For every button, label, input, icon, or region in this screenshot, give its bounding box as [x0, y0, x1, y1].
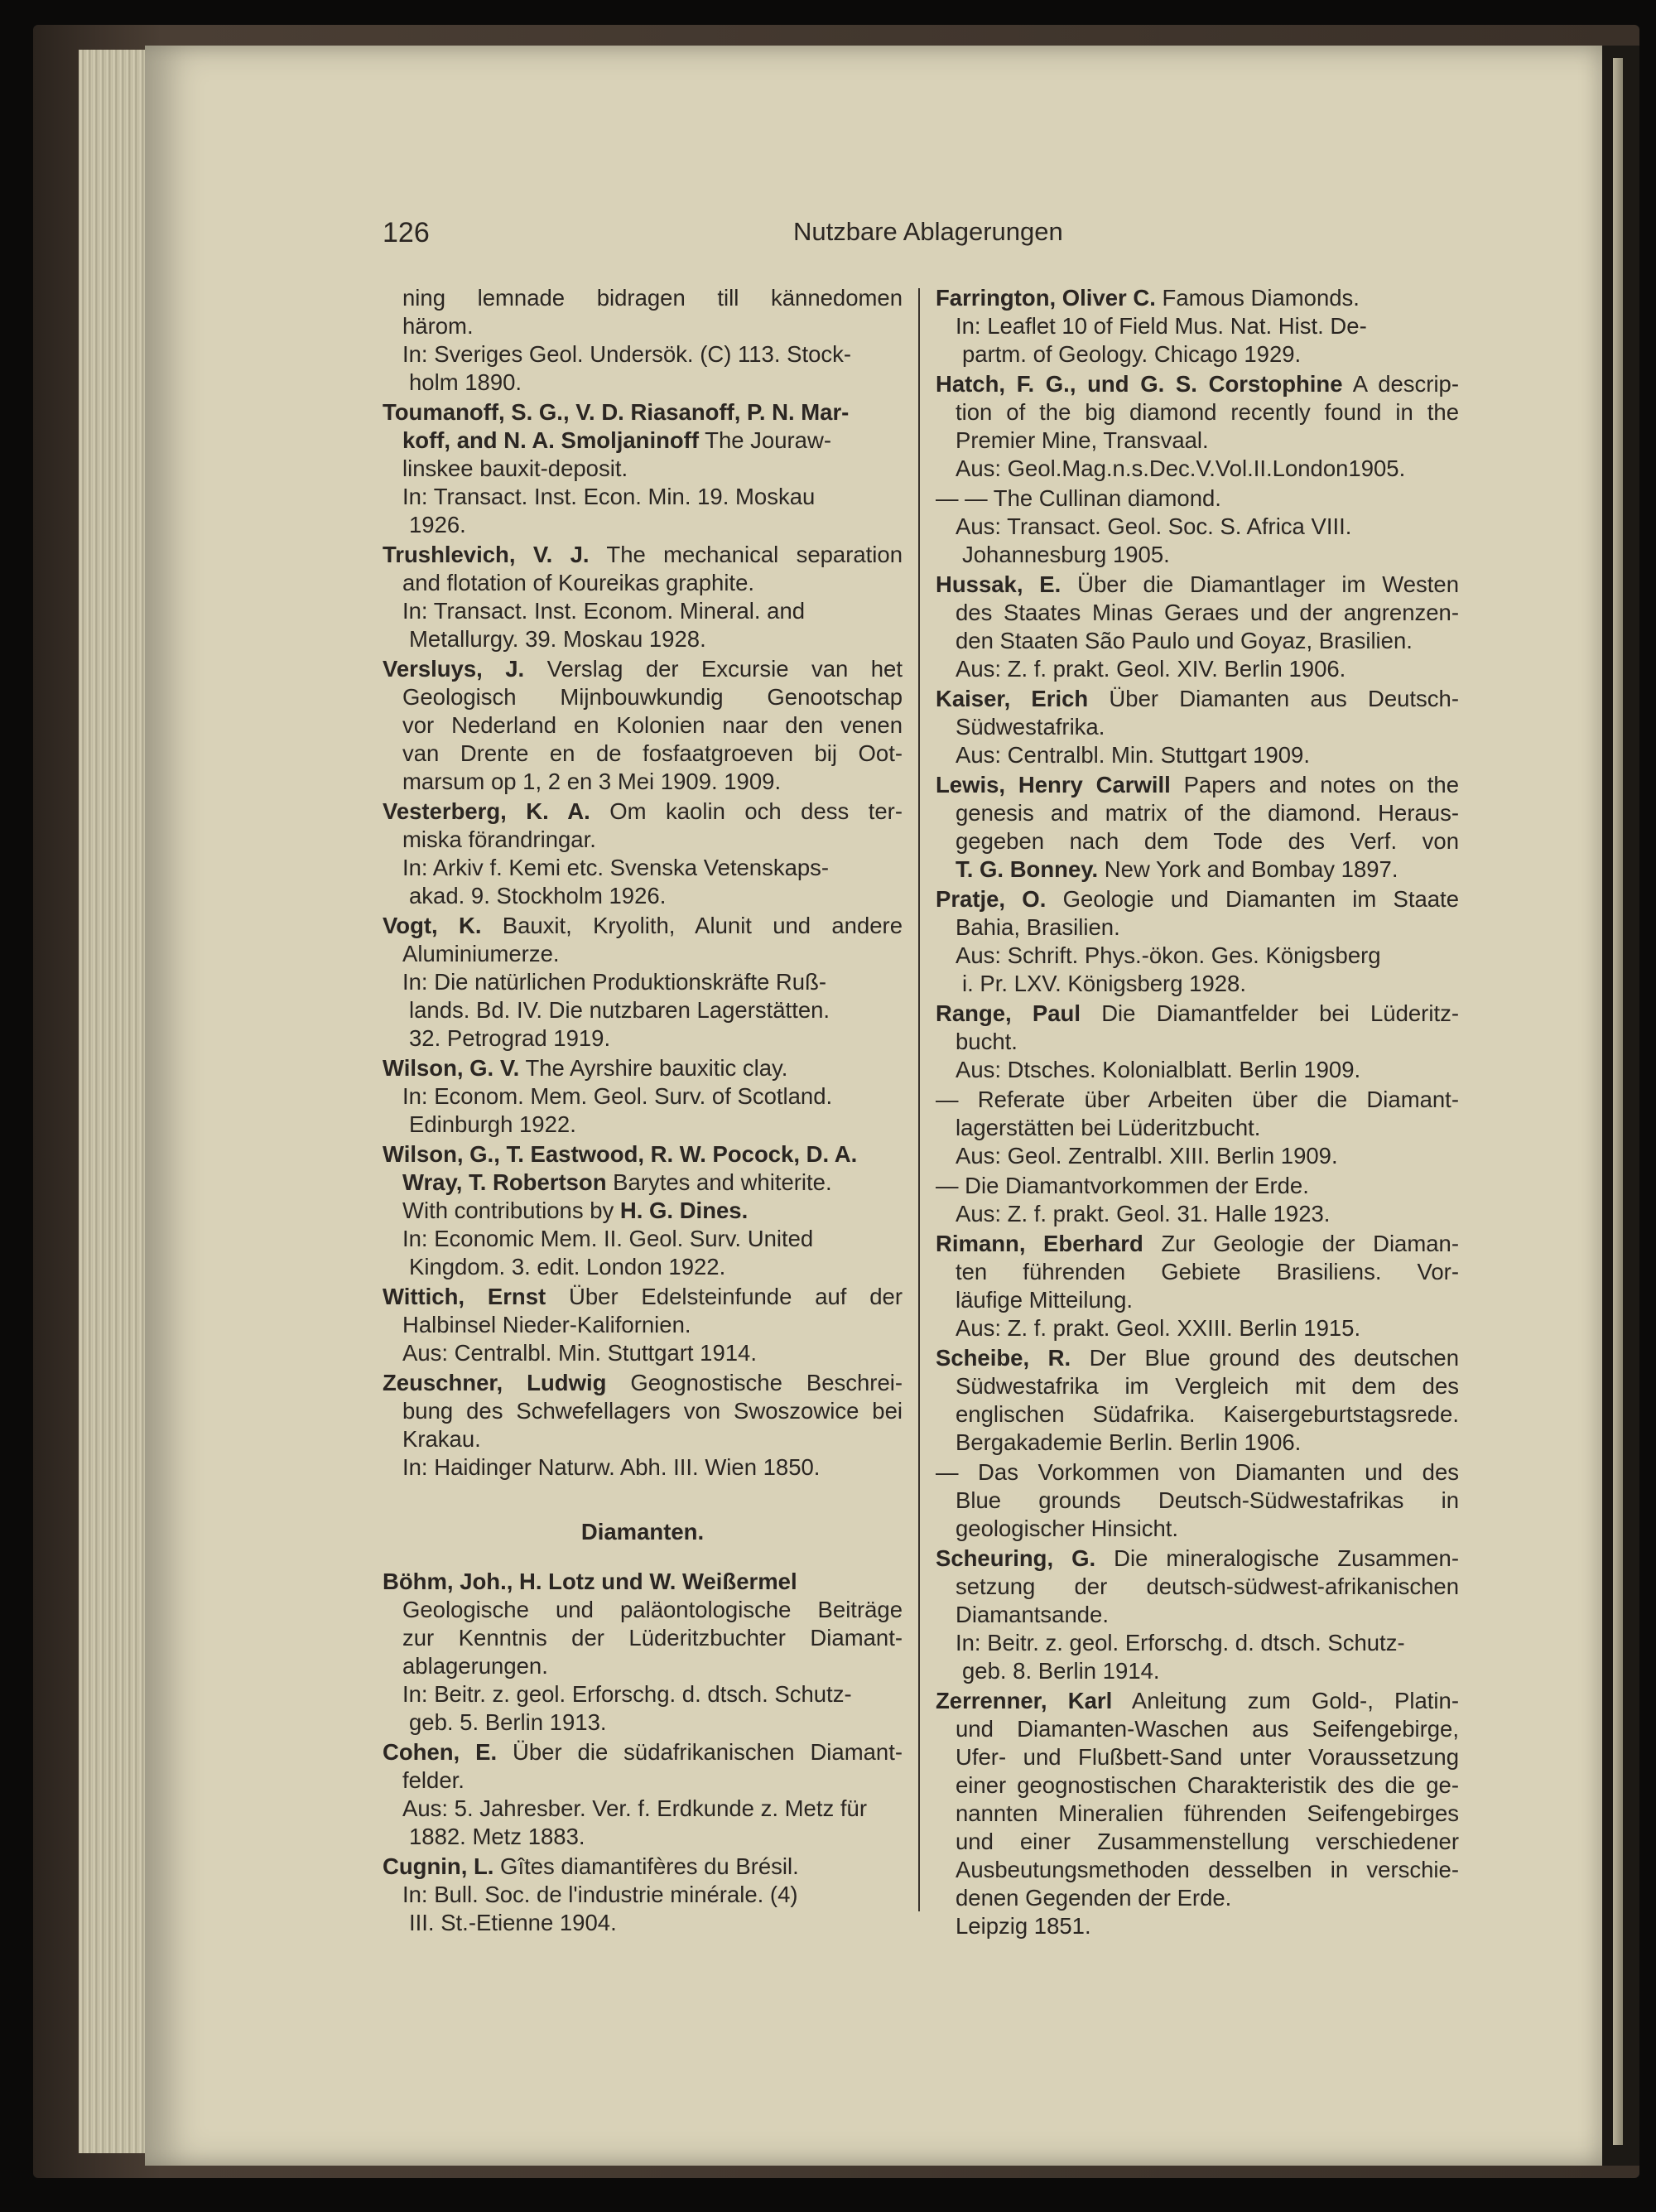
entry-source: i. Pr. LXV. Königsberg 1928. [962, 971, 1246, 996]
entry-title: Geognostische Beschrei- [606, 1370, 903, 1395]
entry-author: Cohen, E. [383, 1739, 498, 1765]
entry-text: und einer Zusammenstellung verschiedener [956, 1829, 1459, 1854]
bibliography-entry [936, 484, 1459, 569]
entry-author: Cugnin, L. [383, 1853, 494, 1879]
entry-text: nannten Mineralien führenden Seifengebirges [956, 1800, 1459, 1826]
entry-title-line [936, 855, 1459, 884]
entry-text: vor Nederland en Kolonien naar den venen [402, 712, 903, 738]
bibliography-entry [936, 1687, 1459, 1940]
entry-source: holm 1890. [409, 369, 522, 395]
entry-title-line [936, 1771, 1459, 1800]
entry-text: van Drente en de fosfaatgroeven bij Oot- [402, 740, 903, 766]
entry-title-line [936, 1400, 1459, 1429]
entry-source: Aus: Z. f. prakt. Geol. XXIII. Berlin 1915. [956, 1315, 1361, 1341]
entry-text: Geologische und paläontologische Beiträge [402, 1597, 903, 1622]
entry-title-line [936, 1715, 1459, 1743]
entry-text: Premier Mine, Transvaal. [956, 427, 1209, 453]
entry-source: III. St.-Etienne 1904. [409, 1910, 617, 1935]
entry-text: bung des Schwefellagers von Swoszowice bei [402, 1398, 903, 1424]
entry-source: In: Die natürlichen Produktionskräfte Ruß- [402, 969, 827, 995]
entry-source: Aus: Geol.Mag.n.s.Dec.V.Vol.II.London1905. [956, 455, 1406, 481]
entry-source: Aus: Centralbl. Min. Stuttgart 1914. [402, 1340, 757, 1366]
entry-author: Range, Paul [936, 1000, 1081, 1026]
entry-title-line [936, 1286, 1459, 1314]
entry-author: Wilson, G., T. Eastwood, R. W. Pocock, D. A. [383, 1141, 858, 1167]
entry-title-line [383, 940, 903, 968]
entry-title-line [936, 1828, 1459, 1856]
entry-source: Metallurgy. 39. Moskau 1928. [409, 626, 706, 652]
entry-dash-line: — Referate über Arbeiten über die Diamant- [936, 1087, 1459, 1112]
entry-source: Johannesburg 1905. [962, 542, 1170, 567]
entry-title-line [936, 1912, 1459, 1940]
bibliography-entry [383, 541, 903, 653]
entry-source: In: Leaflet 10 of Field Mus. Nat. Hist. De- [956, 313, 1367, 339]
entry-text: felder. [402, 1767, 465, 1793]
bibliography-entry [936, 771, 1459, 884]
entry-author: Hussak, E. [936, 571, 1061, 597]
entry-title-line [936, 1573, 1459, 1601]
entry-title: Barytes and whiterite. [606, 1169, 832, 1195]
entry-title: Die mineralogische Zusammen- [1095, 1545, 1459, 1571]
entry-first-line [383, 541, 903, 569]
bibliography-entry [936, 885, 1459, 998]
entry-title-line [936, 799, 1459, 827]
bibliography-entry [936, 1172, 1459, 1228]
entry-source: In: Arkiv f. Kemi etc. Svenska Vetenskaps- [402, 855, 830, 880]
bibliography-entry [383, 284, 903, 397]
entry-source: In: Economic Mem. II. Geol. Surv. United [402, 1226, 814, 1251]
entry-title-line [383, 740, 903, 768]
entry-title: The Jouraw- [699, 427, 831, 453]
bibliography-entry [383, 1140, 903, 1281]
entry-author: T. G. Bonney. [956, 856, 1099, 882]
running-head: Nutzbare Ablagerungen [793, 217, 1063, 246]
entry-title-line [383, 1425, 903, 1453]
entry-title-line [936, 713, 1459, 741]
bibliography-entry [936, 1230, 1459, 1342]
entry-title-line: Blue grounds Deutsch-Südwestafrikas in [956, 1487, 1459, 1513]
entry-text: With contributions by [402, 1198, 620, 1223]
entry-source: In: Transact. Inst. Econom. Mineral. and [402, 598, 806, 624]
bibliography-entry [383, 655, 903, 796]
entry-first-line [383, 798, 903, 826]
entry-title-line [383, 1652, 903, 1680]
bibliography-entry [936, 1458, 1459, 1543]
entry-title: Om kaolin och dess ter- [590, 798, 903, 824]
entry-text: marsum op 1, 2 en 3 Mei 1909. 1909. [402, 769, 782, 794]
entry-source: 1926. [409, 512, 466, 537]
entry-first-line [936, 1545, 1459, 1573]
entry-title-line [383, 826, 903, 854]
bibliography-right-column [936, 284, 1459, 1942]
entry-text: denen Gegenden der Erde. [956, 1885, 1232, 1911]
entry-first-line [936, 1000, 1459, 1028]
entry-title-line [383, 1197, 903, 1225]
entry-text: Südwestafrika. [956, 714, 1105, 740]
entry-first-line [936, 571, 1459, 599]
entry-author: Scheuring, G. [936, 1545, 1096, 1571]
entry-first-line [383, 912, 903, 940]
entry-author: Wilson, G. V. [383, 1055, 520, 1081]
entry-source: 32. Petrograd 1919. [409, 1025, 611, 1051]
entry-text: Südwestafrika im Vergleich mit dem des [956, 1373, 1459, 1399]
bibliography-entry [936, 1086, 1459, 1170]
entry-first-line [383, 1853, 903, 1881]
entry-author: Hatch, F. G., und G. S. Corstophine [936, 371, 1343, 397]
entry-title-line [936, 1743, 1459, 1771]
entry-title-line [383, 1766, 903, 1795]
entry-dash-line: — Die Diamantvorkommen der Erde. [936, 1173, 1309, 1198]
bibliography-entry [936, 284, 1459, 369]
entry-title-line [936, 426, 1459, 455]
entry-source: geb. 5. Berlin 1913. [409, 1709, 607, 1735]
entry-source: Aus: Dtsches. Kolonialblatt. Berlin 1909. [956, 1057, 1361, 1082]
entry-text: ten führenden Gebiete Brasiliens. Vor- [956, 1259, 1459, 1284]
entry-title-line [383, 1311, 903, 1339]
entry-title: Bauxit, Kryolith, Alunit und andere [481, 913, 903, 938]
entry-title: Über Diamanten aus Deutsch- [1088, 686, 1459, 711]
entry-author: Farrington, Oliver C. [936, 285, 1156, 311]
entry-text: einer geognostischen Charakteristik des die ge- [956, 1772, 1459, 1798]
entry-source: In: Sveriges Geol. Undersök. (C) 113. Stock- [402, 341, 852, 367]
entry-source: In: Beitr. z. geol. Erforschg. d. dtsch. Schutz- [402, 1681, 852, 1707]
entry-source: geb. 8. Berlin 1914. [962, 1658, 1160, 1684]
entry-title-line [936, 398, 1459, 426]
entry-title-line [383, 711, 903, 740]
entry-author: Versluys, J. [383, 656, 525, 682]
entry-text: Bahia, Brasilien. [956, 914, 1120, 940]
entry-title-line [936, 1601, 1459, 1629]
entry-title: The mechanical separation [589, 542, 903, 567]
entry-title: Verslag der Excursie van het [524, 656, 903, 682]
entry-source: Aus: Transact. Geol. Soc. S. Africa VIII. [956, 513, 1352, 539]
entry-title: Geologie und Diamanten im Staate [1046, 886, 1459, 912]
entry-text: englischen Südafrika. Kaisergeburtstagsrede. [956, 1401, 1459, 1427]
entry-text: bucht. [956, 1029, 1018, 1054]
entry-title-line [936, 1372, 1459, 1400]
bibliography-entry [936, 571, 1459, 683]
entry-first-line [936, 370, 1459, 398]
bibliography-entry [383, 398, 903, 539]
bibliography-entry [383, 912, 903, 1053]
entry-text: and flotation of Koureikas graphite. [402, 570, 755, 595]
entry-contributor: H. G. Dines. [619, 1198, 749, 1223]
entry-title: A descrip- [1342, 371, 1460, 397]
entry-source: akad. 9. Stockholm 1926. [409, 883, 667, 908]
bibliography-entry [383, 1369, 903, 1482]
entry-source: Aus: Schrift. Phys.-ökon. Ges. Königsberg [956, 942, 1381, 968]
entry-title: Famous Diamonds. [1155, 285, 1360, 311]
entry-first-line [383, 1568, 903, 1596]
bibliography-entry [936, 1000, 1459, 1084]
entry-title-line [383, 683, 903, 711]
entry-source: Aus: Z. f. prakt. Geol. XIV. Berlin 1906. [956, 656, 1346, 682]
entry-author: Scheibe, R. [936, 1345, 1071, 1371]
entry-title-line [936, 827, 1459, 855]
bibliography-entry [383, 798, 903, 910]
entry-title-line: lagerstätten bei Lüderitzbucht. [956, 1115, 1261, 1140]
entry-title-line [936, 1429, 1459, 1457]
entry-text: härom. [402, 313, 474, 339]
bibliography-entry [936, 685, 1459, 769]
entry-title: Anleitung zum Gold-, Platin- [1112, 1688, 1459, 1713]
entry-first-line [936, 1230, 1459, 1258]
bibliography-entry [936, 1545, 1459, 1685]
entry-first-line [383, 655, 903, 683]
entry-text: Leipzig 1851. [956, 1913, 1091, 1939]
entry-first-line [383, 1283, 903, 1311]
bibliography-entry [383, 1738, 903, 1851]
entry-text: ning lemnade bidragen till kännedomen [402, 285, 903, 311]
entry-title-line [936, 1856, 1459, 1884]
entry-text: zur Kenntnis der Lüderitzbuchter Diamant- [402, 1625, 903, 1651]
bibliography-entry [383, 1853, 903, 1937]
entry-title: Der Blue ground des deutschen [1071, 1345, 1459, 1371]
entry-author: Rimann, Eberhard [936, 1231, 1143, 1256]
entry-source: In: Beitr. z. geol. Erforschg. d. dtsch. Schutz- [956, 1630, 1405, 1655]
entry-text: setzung der deutsch-südwest-afrikanischen [956, 1573, 1459, 1599]
entry-title: Über die Diamantlager im Westen [1061, 571, 1459, 597]
entry-title: Papers and notes on the [1170, 772, 1459, 798]
entry-source: Edinburgh 1922. [409, 1111, 576, 1137]
entry-source: In: Haidinger Naturw. Abh. III. Wien 1850. [402, 1454, 821, 1480]
entry-title-line [383, 1596, 903, 1624]
entry-title-line [383, 312, 903, 340]
entry-title-line [936, 1800, 1459, 1828]
entry-title-line [936, 1884, 1459, 1912]
entry-text: Ufer- und Flußbett-Sand unter Voraussetzung [956, 1744, 1459, 1770]
entry-first-line [383, 398, 903, 426]
section-title: Diamanten. [580, 1519, 705, 1545]
entry-source: partm. of Geology. Chicago 1929. [962, 341, 1302, 367]
entry-title: New York and Bombay 1897. [1098, 856, 1398, 882]
entry-first-line [383, 1054, 903, 1082]
entry-text: miska förandringar. [402, 826, 596, 852]
entry-title: The Ayrshire bauxitic clay. [519, 1055, 788, 1081]
entry-title-line [936, 913, 1459, 942]
bibliography-entry [383, 1054, 903, 1139]
entry-title-line [383, 1397, 903, 1425]
entry-title-line [383, 455, 903, 483]
next-page-edge [1613, 58, 1623, 2145]
entry-text: Halbinsel Nieder-Kalifornien. [402, 1312, 691, 1337]
entry-text: Bergakademie Berlin. Berlin 1906. [956, 1429, 1302, 1455]
entry-text: gegeben nach dem Tode des Verf. von [956, 828, 1459, 854]
entry-first-line [936, 885, 1459, 913]
entry-text: den Staaten São Paulo und Goyaz, Brasilien. [956, 628, 1413, 653]
entry-author: Trushlevich, V. J. [383, 542, 590, 567]
entry-source: In: Econom. Mem. Geol. Surv. of Scotland. [402, 1083, 833, 1109]
entry-first-line [383, 1738, 903, 1766]
entry-first-line [383, 1140, 903, 1169]
bibliography-entry [383, 1283, 903, 1367]
entry-title-line [936, 1028, 1459, 1056]
entry-first-line [936, 284, 1459, 312]
entry-title-line [383, 1169, 903, 1197]
entry-text: und Diamanten-Waschen aus Seifengebirge, [956, 1716, 1459, 1742]
entry-author: Vogt, K. [383, 913, 482, 938]
entry-source: In: Transact. Inst. Econ. Min. 19. Moskau [402, 484, 816, 509]
entry-author: Wray, T. Robertson [402, 1169, 607, 1195]
entry-source: lands. Bd. IV. Die nutzbaren Lagerstätten. [409, 997, 830, 1023]
entry-title-line [383, 426, 903, 455]
entry-title-line: geologischer Hinsicht. [956, 1516, 1179, 1541]
entry-title: Gîtes diamantifères du Brésil. [493, 1853, 799, 1879]
entry-text: Geologisch Mijnbouwkundig Genootschap [402, 684, 903, 710]
entry-author: Böhm, Joh., H. Lotz und W. Weißermel [383, 1569, 797, 1594]
entry-source: Aus: Geol. Zentralbl. XIII. Berlin 1909. [956, 1143, 1338, 1169]
entry-title-line [383, 768, 903, 796]
entry-text: linskee bauxit-deposit. [402, 455, 628, 481]
entry-first-line [936, 1344, 1459, 1372]
entry-text: läufige Mitteilung. [956, 1287, 1134, 1313]
entry-text: ablagerungen. [402, 1653, 548, 1679]
entry-author: Zeuschner, Ludwig [383, 1370, 607, 1395]
page-number: 126 [383, 217, 430, 248]
entry-source: Aus: Z. f. prakt. Geol. 31. Halle 1923. [956, 1201, 1331, 1226]
entry-title: Zur Geologie der Diaman- [1143, 1231, 1459, 1256]
entry-text: Aluminiumerze. [402, 941, 560, 966]
entry-first-line [383, 1369, 903, 1397]
entry-author: Vesterberg, K. A. [383, 798, 590, 824]
bibliography-entry [936, 370, 1459, 483]
entry-title-line [383, 569, 903, 597]
entry-title-line [936, 599, 1459, 627]
column-divider [918, 288, 920, 1911]
entry-source: Aus: 5. Jahresber. Ver. f. Erdkunde z. Metz für [402, 1795, 867, 1821]
entry-author: Toumanoff, S. G., V. D. Riasanoff, P. N. Mar- [383, 399, 850, 425]
entry-title-line [383, 1624, 903, 1652]
entry-source: Aus: Centralbl. Min. Stuttgart 1909. [956, 742, 1310, 768]
bibliography-entry [936, 1344, 1459, 1457]
entry-author: Zerrenner, Karl [936, 1688, 1113, 1713]
entry-text: Krakau. [402, 1426, 481, 1452]
entry-dash-line: — Das Vorkommen von Diamanten und des [936, 1459, 1459, 1485]
entry-source: In: Bull. Soc. de l'industrie minérale. (4) [402, 1882, 798, 1907]
entry-author: Kaiser, Erich [936, 686, 1089, 711]
entry-title: Die Diamantfelder bei Lüderitz- [1080, 1000, 1459, 1026]
entry-title: Über die südafrikanischen Diamant- [497, 1739, 903, 1765]
entry-title-line [936, 1258, 1459, 1286]
entry-author: Wittich, Ernst [383, 1284, 546, 1309]
entry-text: Diamantsande. [956, 1602, 1109, 1627]
entry-dash-line: — — The Cullinan diamond. [936, 485, 1221, 511]
entry-author: Pratje, O. [936, 886, 1047, 912]
entry-text: tion of the big diamond recently found in the [956, 399, 1459, 425]
entry-text: Ausbeutungsmethoden desselben in verschie- [956, 1857, 1459, 1882]
bibliography-entry [383, 1568, 903, 1737]
entry-source: 1882. Metz 1883. [409, 1824, 585, 1849]
entry-first-line [936, 1687, 1459, 1715]
entry-source: Kingdom. 3. edit. London 1922. [409, 1254, 726, 1279]
entry-first-line [936, 685, 1459, 713]
entry-author: koff, and N. A. Smoljaninoff [402, 427, 699, 453]
entry-title-line [936, 627, 1459, 655]
entry-text: des Staates Minas Geraes und der angrenzen- [956, 600, 1459, 625]
entry-title: Über Edelsteinfunde auf der [546, 1284, 903, 1309]
entry-title-line [383, 284, 903, 312]
entry-first-line [936, 771, 1459, 799]
bibliography-left-column [383, 284, 903, 1939]
entry-text: genesis and matrix of the diamond. Heraus- [956, 800, 1459, 826]
entry-author: Lewis, Henry Carwill [936, 772, 1171, 798]
